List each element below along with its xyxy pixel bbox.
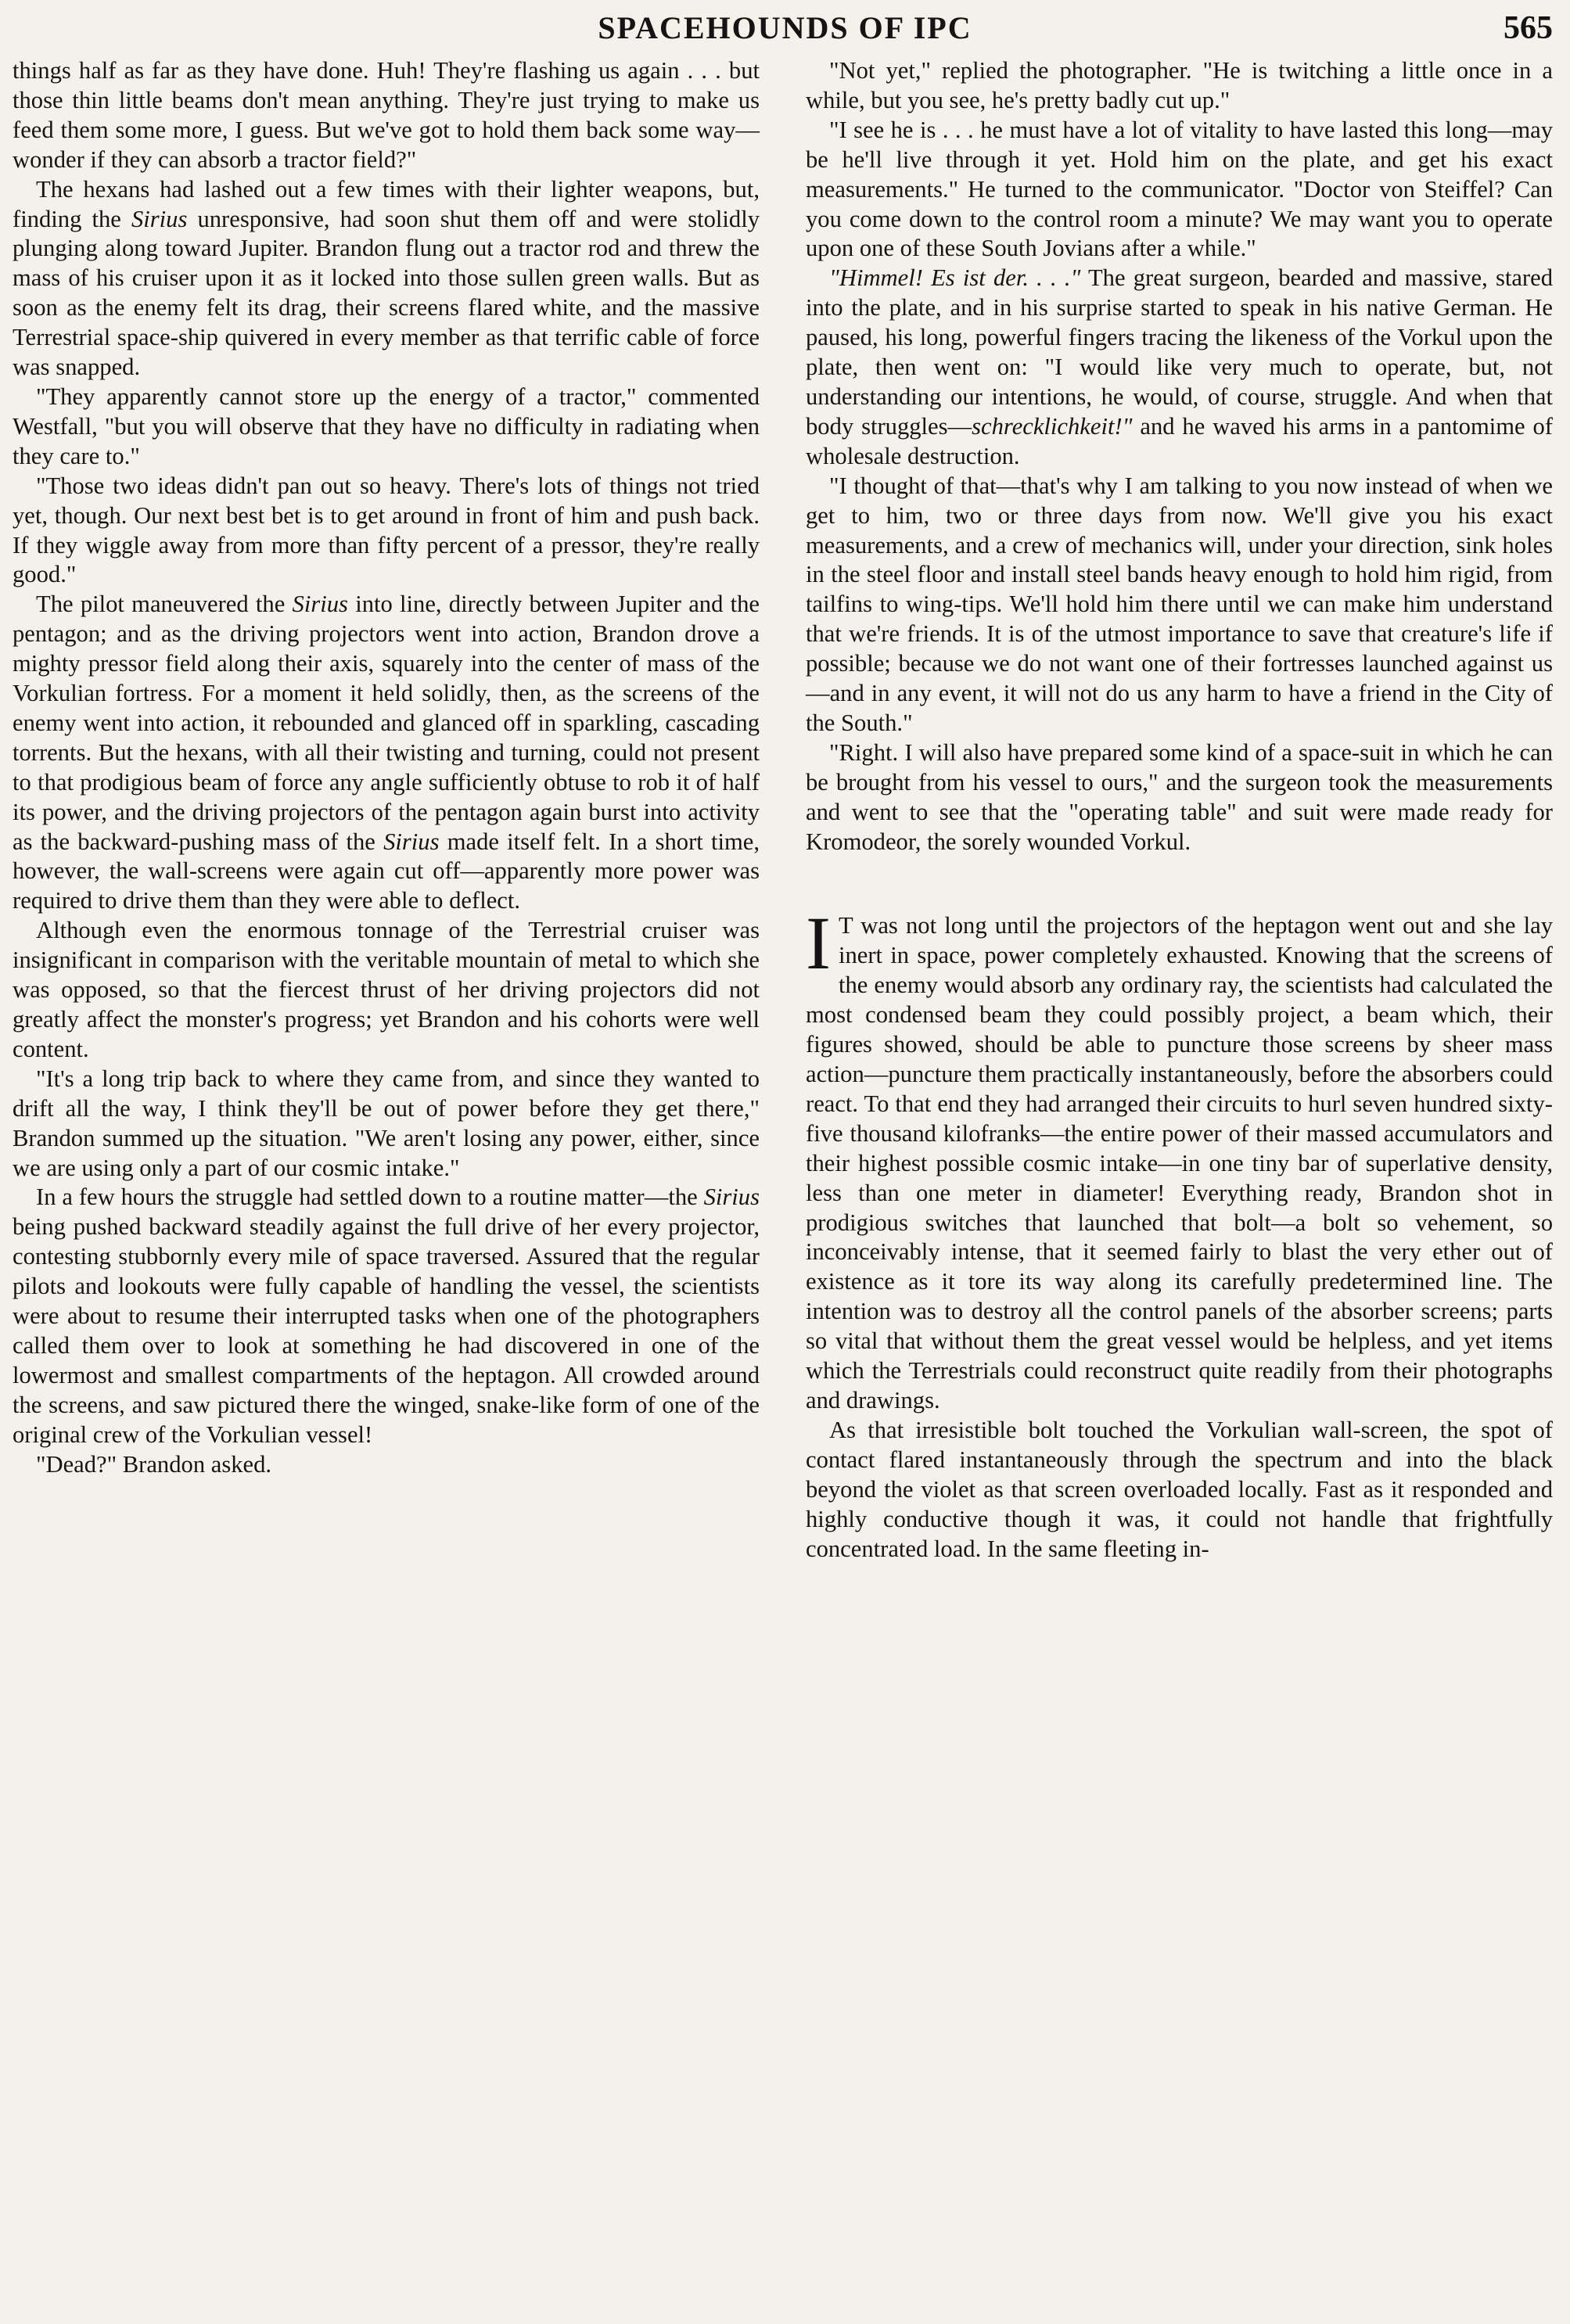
drop-cap: I xyxy=(806,901,831,986)
text-run: made itself felt. In a short time, however, the wall-screens were again cut off—apparently more power was required to drive them than they were able to deflect. xyxy=(13,828,760,914)
right-column xyxy=(806,56,1553,1564)
paragraph xyxy=(13,1183,760,1449)
german-word: schrecklichkeit!" xyxy=(972,412,1133,440)
german-quote: "Himmel! Es ist der. . . ." xyxy=(829,264,1081,292)
paragraph: "Not yet," replied the photographer. "He is twitching a little once in a while, but you see, he's pretty badly cut up." xyxy=(806,57,1553,113)
ship-name: Sirius xyxy=(383,828,440,855)
paragraph: "Those two ideas didn't pan out so heavy. There's lots of things not tried yet, though. Our next best bet is to get around in front of him and push back. If they wiggle away from more than fifty percent of a pressor, they're really good." xyxy=(13,472,760,588)
paragraph xyxy=(806,901,1553,1415)
page-number: 565 xyxy=(1504,10,1553,46)
running-title: SPACEHOUNDS OF IPC xyxy=(598,10,972,45)
text-run: T was not long until the projectors of the heptagon went out and she lay inert in space, power completely exhausted. Knowing that the screens of the enemy would absorb any ordinary ray, the scientists had calculated the most condensed beam they could possibly project, a beam which, their figures showed, should be able to puncture those screens by sheer mass action—puncture them practically instantaneously, before the absorbers could react. To that end they had arranged their circuits to hurl seven hundred sixty-five thousand kilofranks—the entire power of their massed accumulators and their highest possible cosmic intake—in one tiny bar of superlative density, less than one meter in diameter! Everything ready, Brandon shot in prodigious switches that launched that bolt—a bolt so vehement, so inconceivably intense, that it seemed fairly to blast the very ether out of existence as it tore its way along its carefully predetermined line. The intention was to destroy all the control panels of the absorber screens; parts so vital that without them the great vessel would be helpless, and yet items which the Terrestrials could reconstruct quite readily from their photographs and drawings. xyxy=(806,912,1553,1413)
text-run: The hexans had lashed out a few times with their lighter weapons, but, finding the xyxy=(13,175,760,232)
paragraph: things half as far as they have done. Huh! They're flashing us again . . . but those thin little beams don't mean anything. They're just trying to make us feed them some more, I guess. But we've got to hold them back some way—wonder if they can absorb a tractor field?" xyxy=(13,57,760,173)
paragraph xyxy=(13,590,760,916)
paragraph xyxy=(806,264,1553,471)
ship-name: Sirius xyxy=(131,205,188,232)
text-run: The great surgeon, bearded and massive, stared into the plate, and in his surprise started to speak in his native German. He paused, his long, powerful fingers tracing the likeness of the Vorkul upon the plate, then went on: "I would like very much to operate, but, not understanding our intentions, he would, of course, struggle. And when that body struggles— xyxy=(806,264,1553,440)
paragraph xyxy=(13,175,760,383)
ship-name: Sirius xyxy=(292,591,348,618)
paragraph: "It's a long trip back to where they came from, and since they wanted to drift all the way, I think they'll be out of power before they get there," Brandon summed up the situation. "We aren't losing any power, either, since we are using only a part of our cosmic intake." xyxy=(13,1065,760,1181)
paragraph: "I thought of that—that's why I am talking to you now instead of when we get to him, two or three days from now. We'll give you his exact measurements, and a crew of mechanics will, under your direction, sink holes in the steel floor and install steel bands heavy enough to hold him rigid, from tailfins to wing-tips. We'll hold him there until we can make him understand that we're friends. It is of the utmost importance to save that creature's life if possible; because we do not want one of their fortresses launched against us—and in any event, it will not do us any harm to have a friend in the City of the South." xyxy=(806,472,1553,736)
paragraph: "I see he is . . . he must have a lot of vitality to have lasted this long—may be he'll live through it yet. Hold him on the plate, and get his exact measurements." He turned to the communicator. "Doctor von Steiffel? Can you come down to the control room a minute? We may want you to operate upon one of these South Jovians after a while." xyxy=(806,116,1553,262)
left-column xyxy=(13,56,760,1480)
section-break xyxy=(806,857,1553,911)
ship-name: Sirius xyxy=(703,1184,760,1211)
text-run: and he waved his arms in a pantomime of wholesale destruction. xyxy=(806,412,1554,469)
text-run: The pilot maneuvered the xyxy=(36,591,293,618)
text-run: In a few hours the struggle had settled down to a routine matter—the xyxy=(36,1184,704,1211)
paragraph: "Dead?" Brandon asked. xyxy=(36,1450,272,1478)
paragraph: As that irresistible bolt touched the Vorkulian wall-screen, the spot of contact flared instantaneously through the spectrum and into the black beyond the violet as that screen overloaded locally. Fast as it responded and highly conductive though it was, it could not handle that frightfully concentrated load. In the same fleeting in- xyxy=(806,1416,1553,1562)
text-run: into line, directly between Jupiter and the pentagon; and as the driving projectors went into action, Brandon drove a mighty pressor field along their axis, squarely into the center of mass of the Vorkulian fortress. For a moment it held solidly, then, as the screens of the enemy went into action, it rebounded and glanced off in sparkling, cascading torrents. But the hexans, with all their twisting and turning, could not present to that prodigious beam of force any angle sufficiently obtuse to rob it of half its power, and the driving projectors of the pentagon again burst into activity as the backward-pushing mass of the xyxy=(13,591,760,855)
paragraph: "They apparently cannot store up the energy of a tractor," commented Westfall, "but you will observe that they have no difficulty in radiating when they care to." xyxy=(13,383,760,469)
paragraph: Although even the enormous tonnage of the Terrestrial cruiser was insignificant in comparison with the veritable mountain of metal to which she was opposed, so that the fiercest thrust of her driving projectors did not greatly affect the monster's progress; yet Brandon and his cohorts were well content. xyxy=(13,917,760,1062)
page-header xyxy=(0,5,1570,52)
text-run: being pushed backward steadily against the full drive of her every projector, contesting stubbornly every mile of space traversed. Assured that the regular pilots and lookouts were fully capable of handling the vessel, the scientists were about to resume their interrupted tasks when one of the photographers called them over to look at something he had discovered in one of the lowermost and smallest compartments of the heptagon. All crowded around the screens, and saw pictured there the winged, snake-like form of one of the original crew of the Vorkulian vessel! xyxy=(13,1213,760,1448)
paragraph: "Right. I will also have prepared some kind of a space-suit in which he can be brought from his vessel to ours," and the surgeon took the measurements and went to see that the "operating table" and suit were made ready for Kromodeor, the sorely wounded Vorkul. xyxy=(806,738,1553,855)
text-run: unresponsive, had soon shut them off and were stolidly plunging along toward Jupiter. Brandon flung out a tractor rod and threw the mass of his cruiser upon it as it locked into those sullen green walls. But as soon as the enemy felt its drag, their screens flared white, and the massive Terrestrial space-ship quivered in every member as that terrific cable of force was snapped. xyxy=(13,205,760,381)
